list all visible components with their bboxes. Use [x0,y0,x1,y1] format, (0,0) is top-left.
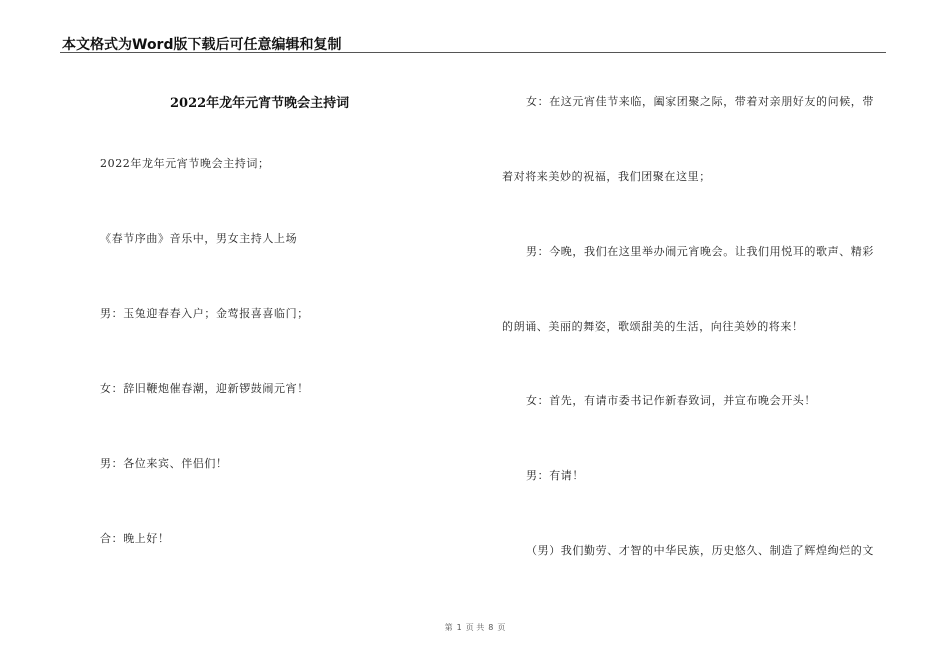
left-paragraph-3: 男：玉兔迎春春入户；金莺报喜喜临门； [100,307,309,320]
left-paragraph-5: 男：各位来宾、伴侣们！ [100,457,228,470]
right-paragraph-1-line-1: 女：在这元宵佳节来临，阖家团聚之际，带着对亲朋好友的问候，带 [526,95,874,108]
right-paragraph-2-line-2: 的朗诵、美丽的舞姿，歌颂甜美的生活，向往美妙的将来！ [502,320,804,333]
footer-current-page: 1 [456,623,462,632]
footer-total-pages: 8 [488,623,494,632]
page-footer [0,622,950,633]
left-paragraph-2: 《春节序曲》音乐中，男女主持人上场 [100,232,298,245]
left-paragraph-1: 2022年龙年元宵节晚会主持词； [100,157,270,170]
right-paragraph-4: 男：有请！ [526,469,584,482]
header-divider [60,52,886,53]
page-header-text: 本文格式为Word版下载后可任意编辑和复制 [62,37,342,53]
right-paragraph-2-line-1: 男：今晚，我们在这里举办闹元宵晚会。让我们用悦耳的歌声、精彩 [526,245,874,258]
right-paragraph-1-line-2: 着对将来美妙的祝福，我们团聚在这里； [502,170,711,183]
right-paragraph-5: （男）我们勤劳、才智的中华民族，历史悠久、制造了辉煌绚烂的文 [526,544,874,557]
footer-middle: 页 共 [465,623,485,632]
footer-suffix: 页 [497,623,506,632]
left-paragraph-6: 合：晚上好！ [100,532,170,545]
left-paragraph-4: 女：辞旧鞭炮催春潮，迎新锣鼓闹元宵！ [100,382,309,395]
right-paragraph-3: 女：首先，有请市委书记作新春致词，并宣布晚会开头！ [526,394,816,407]
footer-prefix: 第 [444,623,453,632]
document-title: 2022年龙年元宵节晚会主持词 [170,96,350,111]
